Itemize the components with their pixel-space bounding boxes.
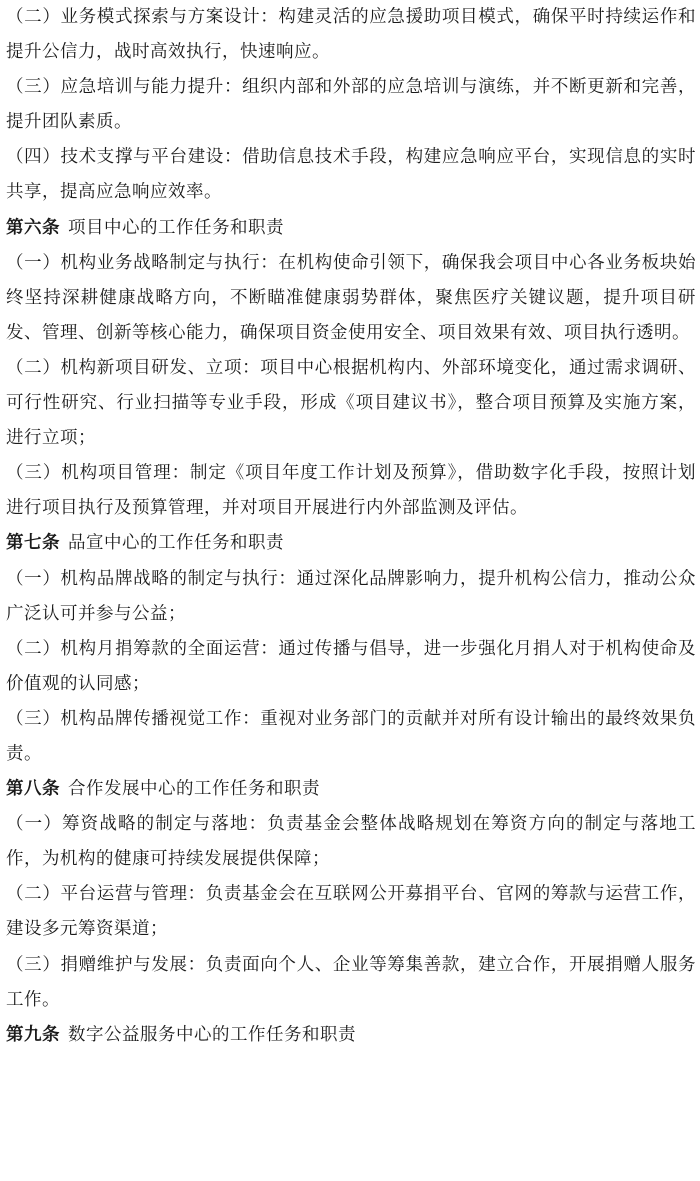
article-heading: [6, 211, 696, 246]
document-page: [6, 0, 696, 1053]
paragraph: （一）机构品牌战略的制定与执行：通过深化品牌影响力，提升机构公信力，推动公众广泛认可并参与公益；: [6, 568, 696, 624]
article-number: 第九条: [6, 1024, 60, 1045]
paragraph: （一）筹资战略的制定与落地：负责基金会整体战略规划在筹资方向的制定与落地工作，为机构的健康可持续发展提供保障；: [6, 814, 696, 870]
article-title: 数字公益服务中心的工作任务和职责: [68, 1024, 356, 1045]
paragraph: （三）应急培训与能力提升：组织内部和外部的应急培训与演练，并不断更新和完善，提升团队素质。: [6, 77, 696, 133]
article-heading: [6, 526, 696, 561]
paragraph: （二）业务模式探索与方案设计：构建灵活的应急援助项目模式，确保平时持续运作和提升公信力，战时高效执行，快速响应。: [6, 7, 696, 63]
article-title: 品宣中心的工作任务和职责: [68, 533, 284, 554]
paragraph: （一）机构业务战略制定与执行：在机构使命引领下，确保我会项目中心各业务板块始终坚持深耕健康战略方向，不断瞄准健康弱势群体，聚焦医疗关键议题，提升项目研发、管理、创新等核心能力，确保项目资金使用安全、项目效果有效、项目执行透明。: [6, 252, 696, 343]
paragraph: （三）捐赠维护与发展：负责面向个人、企业等筹集善款，建立合作，开展捐赠人服务工作。: [6, 954, 696, 1010]
paragraph: （四）技术支撑与平台建设：借助信息技术手段，构建应急响应平台，实现信息的实时共享，提高应急响应效率。: [6, 147, 696, 203]
paragraph: （三）机构品牌传播视觉工作：重视对业务部门的贡献并对所有设计输出的最终效果负责。: [6, 708, 696, 764]
paragraph: （三）机构项目管理：制定《项目年度工作计划及预算》，借助数字化手段，按照计划进行项目执行及预算管理，并对项目开展进行内外部监测及评估。: [6, 463, 696, 519]
article-heading: [6, 772, 696, 807]
article-heading: [6, 1018, 696, 1053]
paragraph: （二）机构新项目研发、立项：项目中心根据机构内、外部环境变化，通过需求调研、可行性研究、行业扫描等专业手段，形成《项目建议书》，整合项目预算及实施方案，进行立项；: [6, 357, 696, 449]
article-number: 第八条: [6, 779, 60, 800]
article-title: 合作发展中心的工作任务和职责: [68, 779, 320, 800]
paragraph: （二）机构月捐筹款的全面运营：通过传播与倡导，进一步强化月捐人对于机构使命及价值观的认同感；: [6, 638, 696, 694]
article-number: 第七条: [6, 533, 60, 554]
article-title: 项目中心的工作任务和职责: [68, 217, 284, 238]
article-number: 第六条: [6, 217, 60, 238]
paragraph: （二）平台运营与管理：负责基金会在互联网公开募捐平台、官网的筹款与运营工作，建设多元筹资渠道；: [6, 884, 696, 940]
